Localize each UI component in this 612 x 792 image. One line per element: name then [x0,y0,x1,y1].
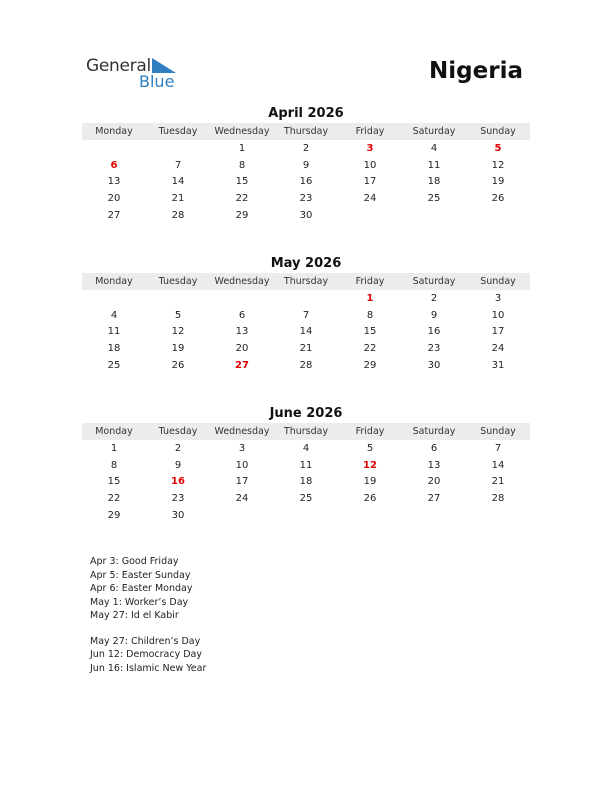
day-cell: 29 [107,509,121,521]
day-cell: 13 [107,176,121,188]
weekday-label: Wednesday [214,276,270,287]
day-cell: 1 [110,442,118,454]
holiday-list [90,555,206,675]
week-row [82,207,530,224]
day-cell: 18 [299,476,313,488]
holiday-group-gap [90,623,206,635]
week-row [82,323,530,340]
weekday-label: Tuesday [158,426,198,437]
holiday-day-cell: 5 [494,142,502,154]
day-cell: 26 [171,359,185,371]
day-cell: 15 [235,176,249,188]
day-cell: 1 [238,142,246,154]
day-cell: 14 [299,326,313,338]
day-cell: 19 [491,176,505,188]
day-cell: 28 [491,492,505,504]
weekday-label: Sunday [480,426,516,437]
holiday-item: Jun 16: Islamic New Year [90,662,207,674]
day-cell: 3 [238,442,246,454]
holiday-item: May 27: Children’s Day [90,635,201,647]
month-june [82,405,530,523]
day-cell: 11 [427,159,441,171]
day-cell: 9 [174,459,182,471]
day-cell: 9 [302,159,310,171]
day-cell: 4 [110,309,118,321]
weekday-label: Monday [95,126,133,137]
weekday-header [82,123,530,140]
holiday-day-cell: 3 [366,142,374,154]
logo [86,56,186,96]
day-cell: 30 [171,509,185,521]
week-row [82,340,530,357]
day-cell: 18 [107,342,121,354]
month-april [82,105,530,223]
day-cell: 29 [363,359,377,371]
day-cell: 10 [235,459,249,471]
day-cell: 23 [171,492,185,504]
weekday-label: Thursday [283,276,329,287]
month-title: May 2026 [270,256,342,271]
weekday-label: Thursday [283,126,329,137]
day-cell: 2 [430,292,438,304]
holiday-item: Apr 5: Easter Sunday [90,569,191,581]
day-cell: 20 [427,476,441,488]
weekday-label: Sunday [480,276,516,287]
weekday-label: Friday [355,126,385,137]
day-cell: 11 [299,459,313,471]
day-cell: 12 [491,159,505,171]
day-cell: 25 [427,192,441,204]
day-cell: 7 [494,442,502,454]
day-cell: 13 [427,459,441,471]
week-row [82,173,530,190]
month-title: April 2026 [268,106,344,121]
week-row [82,457,530,474]
day-cell: 26 [491,192,505,204]
day-cell: 6 [238,309,246,321]
day-cell: 8 [238,159,246,171]
day-cell: 2 [174,442,182,454]
week-row [82,190,530,207]
day-cell: 12 [171,326,185,338]
day-cell: 6 [430,442,438,454]
day-cell: 16 [427,326,441,338]
day-cell: 22 [107,492,121,504]
day-cell: 30 [299,209,313,221]
week-row [82,140,530,157]
day-cell: 25 [299,492,313,504]
day-cell: 14 [171,176,185,188]
day-cell: 20 [107,192,121,204]
day-cell: 18 [427,176,441,188]
day-cell: 30 [427,359,441,371]
day-cell: 17 [235,476,249,488]
weekday-label: Tuesday [158,276,198,287]
week-row [82,490,530,507]
month-title: June 2026 [269,406,343,421]
day-cell: 21 [171,192,185,204]
holiday-day-cell: 27 [235,359,249,371]
week-row [82,473,530,490]
day-cell: 2 [302,142,310,154]
weekday-label: Monday [95,276,133,287]
day-cell: 23 [427,342,441,354]
weekday-label: Saturday [412,276,456,287]
day-cell: 4 [430,142,438,154]
week-row [82,440,530,457]
day-cell: 19 [363,476,377,488]
weekday-label: Saturday [412,426,456,437]
holiday-item: May 1: Worker’s Day [90,596,189,608]
day-cell: 22 [235,192,249,204]
day-cell: 7 [174,159,182,171]
day-cell: 10 [491,309,505,321]
weekday-header [82,423,530,440]
holiday-day-cell: 1 [366,292,374,304]
day-cell: 27 [427,492,441,504]
day-cell: 16 [299,176,313,188]
day-cell: 31 [491,359,505,371]
month-grid [82,140,530,223]
weekday-label: Saturday [412,126,456,137]
weekday-label: Wednesday [214,126,270,137]
weekday-label: Sunday [480,126,516,137]
day-cell: 23 [299,192,313,204]
day-cell: 28 [299,359,313,371]
day-cell: 15 [363,326,377,338]
day-cell: 17 [363,176,377,188]
weekday-label: Tuesday [158,126,198,137]
weekday-header [82,273,530,290]
month-grid [82,290,530,373]
weekday-label: Thursday [283,426,329,437]
logo-text-general: General [86,56,151,76]
holiday-item: Apr 3: Good Friday [90,556,179,567]
logo-text-blue: Blue [139,72,175,91]
day-cell: 24 [235,492,249,504]
week-row [82,157,530,174]
holiday-item: May 27: Id el Kabir [90,610,179,621]
country-title: Nigeria [429,58,523,84]
day-cell: 21 [491,476,505,488]
week-row [82,290,530,307]
day-cell: 11 [107,326,121,338]
day-cell: 7 [302,309,310,321]
day-cell: 24 [363,192,377,204]
weekday-label: Friday [355,426,385,437]
day-cell: 19 [171,342,185,354]
holiday-item: Jun 12: Democracy Day [90,649,202,660]
day-cell: 5 [366,442,374,454]
day-cell: 26 [363,492,377,504]
day-cell: 13 [235,326,249,338]
day-cell: 3 [494,292,502,304]
week-row [82,307,530,324]
day-cell: 8 [366,309,374,321]
day-cell: 5 [174,309,182,321]
day-cell: 25 [107,359,121,371]
day-cell: 22 [363,342,377,354]
day-cell: 8 [110,459,118,471]
month-grid [82,440,530,523]
day-cell: 24 [491,342,505,354]
day-cell: 29 [235,209,249,221]
holiday-item: Apr 6: Easter Monday [90,583,193,594]
day-cell: 20 [235,342,249,354]
weekday-label: Monday [95,426,133,437]
day-cell: 9 [430,309,438,321]
day-cell: 4 [302,442,310,454]
day-cell: 27 [107,209,121,221]
week-row [82,507,530,524]
holiday-day-cell: 12 [363,459,377,471]
weekday-label: Friday [355,276,385,287]
day-cell: 10 [363,159,377,171]
day-cell: 14 [491,459,505,471]
day-cell: 15 [107,476,121,488]
weekday-label: Wednesday [214,426,270,437]
month-may [82,255,530,373]
day-cell: 28 [171,209,185,221]
week-row [82,357,530,374]
day-cell: 21 [299,342,313,354]
day-cell: 17 [491,326,505,338]
holiday-day-cell: 16 [171,476,185,488]
holiday-day-cell: 6 [110,159,118,171]
